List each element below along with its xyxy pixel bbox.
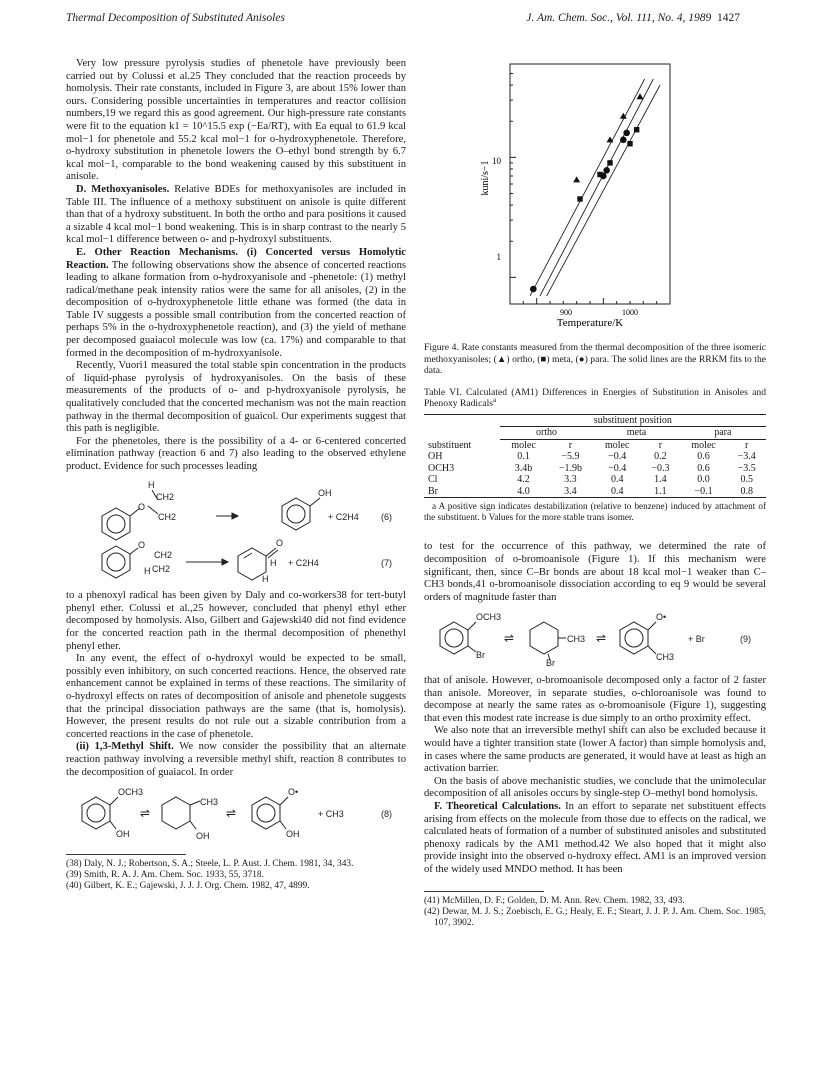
table-cell: 0.6 [697,462,710,474]
label: OH [286,829,300,840]
table-cell: 1.1 [641,486,680,498]
footnote-rule [424,891,544,892]
table-cell: 0.4 [593,486,641,498]
label: O [276,537,284,548]
para-point [623,130,630,137]
table-position-header: para [680,427,766,440]
rrkm-fit-line [547,85,660,296]
label: H [148,479,155,490]
ortho-point [620,113,627,119]
table-cell: 0.5 [740,474,753,486]
x-tick-label: 1000 [622,308,638,317]
table-cell: 3.4b [514,462,533,474]
table-cell: 0.1 [517,451,530,463]
table-cell: 4.2 [517,474,530,486]
reaction-scheme-8 [66,783,406,848]
label: CH2 [152,563,171,574]
table-row-label: OCH3 [428,462,455,474]
para-point [600,173,607,180]
table-header: r [745,439,749,451]
table-cell: 1.4 [654,474,667,486]
table-cell: −1.9b [558,462,582,474]
label: H [144,565,151,576]
table-row [424,439,766,451]
label: OH [196,831,210,842]
table-row-label: Br [424,486,500,498]
label: CH3 [567,634,586,645]
table-row-label: Cl [428,474,438,486]
table-cell: −0.1 [680,486,728,498]
label: OH [318,487,332,498]
table-cell: −3.5 [737,462,756,474]
footnote: (38) Daly, N. J.; Robertson, S. A.; Steele, L. P. Aust. J. Chem. 1981, 34, 343. [66,858,354,869]
ortho-point [573,176,580,182]
label: + CH3 [318,809,344,820]
section-heading: E. Other Reaction Mechanisms. (i) Concerted versus Homolytic Reaction. [66,246,406,271]
table-header: molec [605,439,630,451]
section-heading: (ii) 1,3-Methyl Shift. [76,741,174,753]
ortho-point [637,93,644,99]
table-row [424,451,766,463]
paragraph-text: We now consider the possibility that an alternate reaction pathway involving a reversible methyl shift, reaction 8 contributes to the decomposition of guaiacol. In order [66,741,406,778]
meta-point [607,160,612,165]
label: O [138,501,146,512]
table-cell: −3.4 [737,451,756,463]
paragraph: In any event, the effect of o-hydroxyl would be expected to be small, possibly even inhibitory, on such concerted reactions. Hence, the observed rate enhancement cannot be explained in terms of these reactions. The similarity of o-hydroxyl effects on rates of decomposition of anisole and phenetole suggests that the principal dissociation pathways are the same (that is, homolysis). However, the present results do not rule out a sizable contribution from a concerted reactions in the case of phenetole. [66,653,406,740]
figure-caption: Figure 4. Rate constants measured from the thermal decomposition of the three isomeric methoxyanisoles; (▲) ortho, (■) meta, (●) para. The solid lines are the RRKM fits to the data. [424,342,766,377]
footnote: (41) McMillen, D. F.; Golden, D. M. Ann. Rev. Chem. 1982, 33, 493. [424,895,685,906]
figure-4-chart [480,58,680,328]
label: CH3 [200,797,219,808]
section-heading: F. Theoretical Calculations. [434,800,561,812]
label: Br [476,650,485,661]
table-header: molec [511,439,536,451]
table-cell: 3.3 [564,474,577,486]
running-head-left: Thermal Decomposition of Substituted Anisoles [66,12,285,24]
paragraph: For the phenetoles, there is the possibility of a 4- or 6-centered concerted elimination pathway (reaction 6 and 7) also leading to the observed ethylene product. Evidence for such processes leading [66,435,406,472]
footnote-rule [66,854,186,855]
y-tick-label: 1 [496,252,501,262]
label: H [270,557,277,568]
table-group-header: substituent position [500,414,766,427]
equilibrium-arrow: ⇌ [140,806,151,821]
label: + Br [688,634,705,645]
footnote: (40) Gilbert, K. E.; Gajewski, J. J. J. Org. Chem. 1982, 47, 4899. [66,880,310,891]
label: OH [116,829,130,840]
footnote: (39) Smith, R. A. J. Am. Chem. Soc. 1933, 55, 3718. [66,869,264,880]
table-cell: 0.4 [610,474,624,486]
label: CH3 [656,652,675,663]
paragraph-text: Relative BDEs for methoxyanisoles are included in Table III. The influence of a methoxy substituent on anisole is quite different than that of a hydroxy substituent. In both the ortho and para positions it caused a sizable 4 kcal mol−1 bond weakening. This is in sharp contrast to the nearly 5 kcal mol−1 difference between o- and p-hydroxyl substituents. [66,183,406,246]
table-row [424,474,766,486]
figure-4-plot [480,58,680,333]
table-row [424,486,766,498]
table-cell: −0.3 [651,462,670,474]
paragraph: Recently, Vuori1 measured the total stable spin concentration in the products of liquid-phase pyrolysis of hydroxyanisoles. On the basis of these measurements of the products of o- and p-hydroxyanisole pyrolysis, he qualitatively concluded that the concerted mechanism was not the main reaction pathway in the thermal decomposition of guaicol. Our experiments suggest that this path is negligible. [66,360,406,435]
x-axis-label: Temperature/K [556,317,624,328]
journal-citation: J. Am. Chem. Soc., Vol. 111, No. 4, 1989 [526,12,712,24]
footnote: (42) Dewar, M. J. S.; Zoebisch, E. G.; Healy, E. F.; Steart, J. J. P. J. Am. Chem. Soc. 1985, 107, 3902. [424,906,766,928]
table-title-text: Table VI. Calculated (AM1) Differences in Energies of Substitution in Anisoles and Phenoxy Radicals [424,386,766,410]
paragraph: to a phenoxyl radical has been given by Daly and co-workers38 for tert-butyl phenyl ether. Colussi et al.,25 however, concluded that phenyl ethyl ether decomposed by homolysis. Also, Gilbert and Gajewski40 did not find evidence for the concerted reaction path in the thermal decomposition of phenethyl phenyl ether. [66,590,406,652]
rrkm-fit-line [540,79,653,296]
table-cell: −0.4 [608,462,627,474]
table-row [424,463,766,475]
paragraph: Very low pressure pyrolysis studies of phenetole have previously been carried out by Colussi et al.25 They concluded that the reaction proceeds by homolysis. Their rate constants, included in Figure 3, are about 15% lower than ours. Considering possible uncertainties in temperatures and reactor collision numbers,19 we regard this as good agreement. Our high-pressure rate constants were fit to the equation k1 = 10^15.5 exp (−Ea/RT), with Ea equal to 61.9 kcal mol−1 for phenetole and 55.2 kcal mol−1 for o-hydroxyphenetole. Therefore, o-hydroxy substitution in phenetole lowers the O–ethyl bond strength by 6.7 kcal mol−1, comparable to the bond weakening caused by this substituent in anisole. [66,58,406,183]
table-header: r [568,439,573,451]
label: CH2 [154,549,173,560]
paragraph [66,247,406,360]
para-point [530,286,537,293]
label: OCH3 [118,787,144,798]
reaction-8-diagram [66,783,406,843]
equilibrium-arrow: ⇌ [596,631,607,646]
meta-point [634,127,639,132]
label: O• [288,787,299,798]
table-cell: 3.4 [547,486,593,498]
table-header: substituent [428,439,472,451]
table-cell: 0.8 [727,486,766,498]
right-column [424,338,766,929]
table-position-header: ortho [500,427,594,440]
paragraph-text: The following observations show the absence of concerted reactions leading to alkane formation from o-hydroxyanisole and -phenetole: (1) methyl radical/methane peak intensity ratios were the same for all anisoles, (2) in the decomposition of o-hydroxyphenetole little ethane was formed (the data in Table IV suggests a possible small contribution from the concerted reaction of perhaps 5% in the o-hydroxyphenetole reaction), and (3) the yield of methane per decomposed guaiacol molecule was low (ca. 17%) and comparable to that formed in the decomposition of m-hydroxyanisole. [66,259,406,359]
reaction-scheme-6-7 [66,478,406,587]
table-cell: 0.2 [654,451,667,463]
reaction-scheme-9 [424,608,766,671]
reaction-9-diagram [424,608,766,666]
left-column [66,58,406,892]
label: + C2H4 [328,511,359,522]
paragraph: that of anisole. However, o-bromoanisole decomposed only a factor of 2 faster than anisole. Moreover, in separate studies, o-chloroanisole was found to decompose at nearly the same rates as o-bromoanisole (Figure 1), suggesting that even this modest rate increase is due simply to an ortho proximity effect. [424,675,766,724]
paragraph [424,801,766,877]
table-title [424,387,766,410]
table-row [424,414,766,427]
table-cell: 4.0 [500,486,548,498]
equilibrium-arrow: ⇌ [504,631,515,646]
label: + C2H4 [288,557,319,568]
x-tick-label: 900 [560,308,572,317]
equation-number: (9) [740,634,751,645]
reaction-6-7-diagram [66,478,406,582]
label: Br [546,658,555,667]
paragraph [66,184,406,247]
table-header: r [658,439,663,451]
label: OCH3 [476,612,502,623]
table-row-label: OH [428,451,443,463]
table-footnote: a A positive sign indicates destabilization (relative to benzene) induced by attachment of the substituent. b Values for the more stable trans isomer. [424,501,766,523]
label: O [138,539,146,550]
paragraph-text: In an effort to separate net substituent effects arising from effects on the molecule from those due to effects on the radical, we calculated heats of formation of a number of substituted anisoles and substituted phenoxy radicals by the AM1 method.42 We also hoped that it might also provide insight into the observed o-hydroxy effect. AM1 is an improved version of the widely used MNDO method. It has been [424,800,766,875]
paragraph: On the basis of above mechanistic studies, we conclude that the unimolecular decomposition of all anisoles occurs by single-step O–methyl bond homolysis. [424,775,766,800]
equation-number: (6) [381,511,392,522]
table-cell: −5.9 [561,451,580,463]
y-tick-label: 10 [492,156,501,166]
paragraph: to test for the occurrence of this pathway, we determined the rate of decomposition of o-bromoanisole (Figure 1). If this mechanism were significant, then, since C–Br bonds are about 18 kcal mol−1 weaker than C–CH3 bonds,41 o-bromoanisole dissociation according to eq 9 would be several orders of magnitude faster than [424,541,766,603]
label: O• [656,612,667,623]
plot-frame [510,64,670,304]
para-point [620,137,627,144]
para-point [603,167,610,174]
table-cell: 0.6 [697,451,710,463]
running-head-right [526,12,740,24]
table-position-header: meta [593,427,679,440]
y-axis-label: kuni/s−1 [480,160,491,196]
paragraph [66,741,406,779]
paragraph: We also note that an irreversible methyl shift can also be excluded because it would have a tighter transition state (lower A factor) than simple homolysis and, in cases where the same products are generated, it would have at least as high an activation barrier. [424,725,766,775]
table-6 [424,387,766,524]
label: CH2 [156,491,175,502]
table-header: molec [691,439,716,451]
data-table [424,414,766,499]
label: CH2 [158,511,177,522]
equation-number: (8) [381,809,392,820]
section-heading: D. Methoxyanisoles. [76,183,170,195]
table-cell: −0.4 [608,451,627,463]
label: H [262,573,269,582]
table-cell: 0.0 [697,474,710,486]
equation-number: (7) [381,557,392,568]
equilibrium-arrow: ⇌ [226,806,237,821]
rrkm-fit-line [530,79,645,296]
meta-point [627,141,632,146]
page-number: 1427 [717,12,740,24]
meta-point [577,196,582,201]
table-row [424,427,766,440]
footnote-marker: a [493,396,497,405]
